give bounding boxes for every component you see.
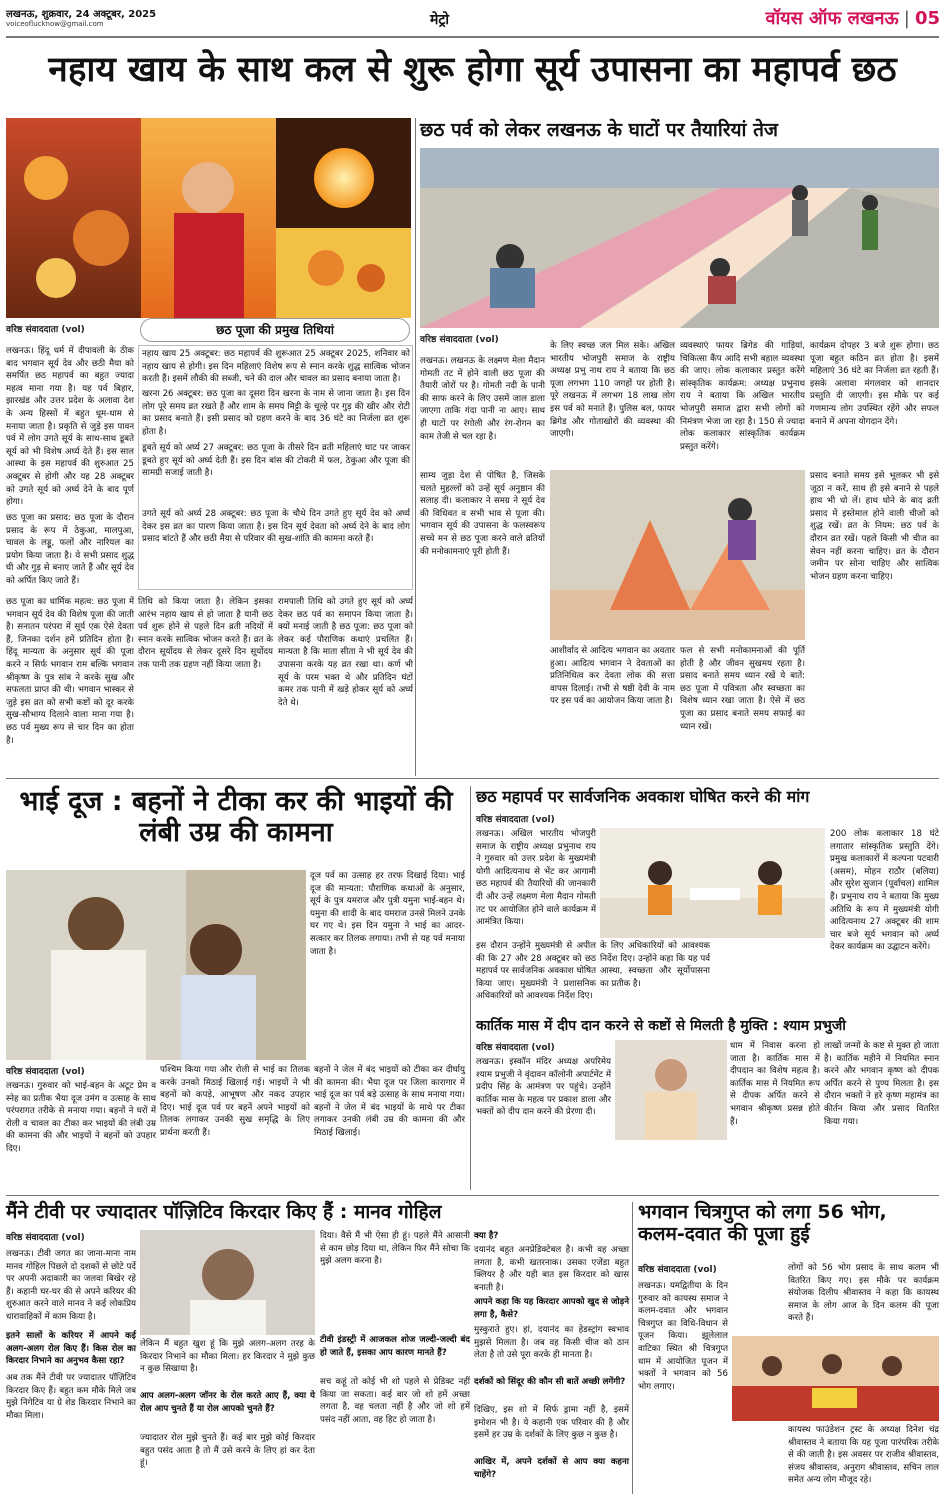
bhaidooj-col2: पश्चिम किया गया और रोली से भाई का तिलक करके उनको मिठाई खिलाई गई। भाइयों ने भी बहनों को कपड़े, आभूषण और नकद उपहार दिए। भाई दूज पर्व पर बहनें अपने भाइयों को तिलक लगाकर उनकी सुख समृद्धि के लिए प्रार्थना करती हैं। [160,1065,310,1138]
chitragupt-col2: लोगों को 56 भोग प्रसाद के साथ कलम भी वितरित किए गए। इस मौके पर कार्यक्रम संयोजक दिलीप श्रीवास्तव ने कहा कि कायस्थ समाज के लोग आज के दिन कलम की पूजा करते हैं। [788,1263,939,1324]
holiday-col1: लखनऊ। अखिल भारतीय भोजपुरी समाज के राष्ट्रीय अध्यक्ष प्रभुनाथ राय ने गुरुवार को उत्तर प्रदेश के मुख्यमंत्री योगी आदित्यनाथ से भेंट कर आगामी छठ महापर्व की तैयारियों की जानकारी दी और उन्हें लक्ष्मण मेला मैदान गोमती तट पर आयोजित होने वाले कार्यक्रम में आमंत्रित किया। [476,829,596,928]
date-line: लखनऊ, शुक्रवार, 24 अक्टूबर, 2025 [6,9,157,20]
gohil-col3-b: दिया। वैसे मैं भी ऐसा ही हूं। पहले मैंने आसानी से काम छोड़ दिया था, लेकिन फिर मैंने सोचा कि मुझे अलग करना है। [320,1231,470,1267]
kartik-monk-photo [615,1040,727,1140]
column-rule-3 [632,1202,633,1494]
gohil-col2-b: ज्यादातर रोल मुझे चुनते हैं। कई बार मुझे कोई किरदार बहुत पसंद आता है तो मैं उसे करने के लिए हां कर देता हूं। [140,1433,315,1469]
ghat-byline: वरिष्ठ संवाददाता (vol) [420,335,499,345]
holiday-meeting-photo [600,828,825,938]
gohil-headline: मैंने टीवी पर ज्यादातर पॉज़िटिव किरदार किए हैं : मानव गोहिल [6,1201,442,1223]
ghat-col5: साम्य जुड़ा देश से पोषित है, जिसके चलते मुहल्लों को उन्हें सूर्य अनुष्ठान की सलाह दी। कलाकार ने समग्र ने सूर्य देव की विधिवत व सभी भाव से पूजा की। भगवान सूर्य की उपासना के फलस्वरूप सच्चे मन से छठ पूजा करने वाले व्रतियों की मनोकामनाएं पूरी होती हैं। [420,471,545,557]
gohil-col1-b: अब तक मैंने टीवी पर ज्यादातर पॉज़िटिव किरदार किए हैं। बहुत कम मौके मिले जब मुझे निगेटिव या ग्रे शेड किरदार निभाने का मौका मिला। [6,1373,136,1421]
ghat-col4: कार्यक्रम दोपहर 3 बजे शुरू होगा। छठ पूजा बहुत कठिन व्रत होता है। इसमें महिलाएं 36 घंटे का निर्जला व्रत रहती हैं। इसके अलावा मंगलवार को शानदार प्रस्तुति दी जाएगी। इस मौके पर कई गणमान्य लोग उपस्थित रहेंगे और सफल बनाने में अपना योगदान देंगे। [810,341,939,427]
kartik-col2: धाम में निवास करना हो जाता है। कार्तिक मास में दीपदान का विशेष महत्व है। कार्तिक मास में नियमित रूप से दीपक अर्पित करने से भगवान श्रीकृष्ण प्रसन्न होते हैं। [730,1041,820,1127]
chitragupt-headline: भगवान चित्रगुप्त को लगा 56 भोग, कलम-दवात की पूजा हुई [638,1201,887,1245]
gohil-q4: क्या है? [474,1231,499,1241]
ghat-col2: के लिए स्वच्छ जल मिल सके। अखिल भारतीय भोजपुरी समाज के राष्ट्रीय अध्यक्ष प्रभु नाथ राय ने बताया कि छठ पूजा लगभग 110 जगहों पर होती है। पूरे लखनऊ में लगभग 18 लाख लोग इस पर्व को मनाते हैं। पुलिस बल, फायर ब्रिगेड और गोताखोरों की व्यवस्था की जाएगी। [550,341,675,440]
lead-col1-mahatva: छठ पूजा का धार्मिक महत्व: छठ पूजा में भगवान सूर्य देव की विशेष पूजा की जाती है। सनातन परंपरा में सूर्य एक ऐसे देवता हैं, जिनका दर्शन हमें प्रतिदिन होता है। हिंदू मान्यता के अनुसार सूर्य की पूजा करने न सिर्फ भगवान राम बल्कि भगवान श्रीकृष्ण के पुत्र सांब ने करके सुख और सफलता प्राप्त की थी। भगवान भास्कर से जुड़े इस व्रत को सभी कष्टों को दूर करके सुख-सौभाग्य दिलाने वाला माना गया है। छठ पर्व मुख्य रूप से चार दिन का होता है। [6,597,134,746]
bhaidooj-byline: वरिष्ठ संवाददाता (vol) [6,1067,85,1077]
gohil-portrait [140,1230,315,1335]
gohil-col4-b: मुस्कुराते हुए। हां, दयानंद का हेडस्ट्रांग स्वभाव मुझसे मिलता है। जब वह किसी चीज को ठान लेता है तो उसे पूरा करके ही मानता है। [474,1325,629,1361]
column-rule-2 [470,786,471,1190]
lead-col1-prasad: छठ पूजा का प्रसाद: छठ पूजा के दौरान प्रसाद के रूप में ठेकुआ, मालपुआ, चावल के लड्डू, फलों और नारियल का प्रयोग किया जाता है। ये सभी प्रसाद शुद्ध घी और गुड़ से बनाए जाते हैं और सूर्य देव को अर्पित किए जाते हैं। [6,513,134,586]
chitragupt-col1: लखनऊ। यमद्वितीया के दिन गुरुवार को कायस्थ समाज ने कलम-दवात और भगवान चित्रगुप्त का विधि-विधान से पूजन किया। झूलेलाल वाटिका स्थित श्री चित्रगुप्त धाम में आयोजित पूजन में भक्तों ने भगवान को 56 भोग लगाए। [638,1281,728,1392]
gohil-col2: लेकिन मैं बहुत खुश हूं कि मुझे अलग-अलग तरह के किरदार निभाने का मौका मिला। हर किरदार ने मुझे कुछ न कुछ सिखाया है। [140,1339,315,1375]
masthead-date [6,6,206,28]
masthead-rule [6,36,939,38]
ghat-rangoli-photo [420,148,939,328]
lead-col3: तिथि को किया जाता है। लेकिन इसका आरंभ नहाय खाय से हो जाता है यानी छठ पर्व शुरू होने से पहले दिन व्रती नदियों में स्नान करके सात्विक भोजन करते हैं। व्रत के दौरान सूर्योदय से लेकर दूसरे दिन सूर्योदय तक पानी तक ग्रहण नहीं किया जाता है। [138,597,273,670]
holiday-byline: वरिष्ठ संवाददाता (vol) [476,815,555,825]
kartik-col3: लाखों जन्मों के कष्ट से मुक्त हो जाता है। कार्तिक महीने में नियमित स्नान करने और भगवान कृष्ण को दीपक अर्पित करने से पुण्य मिलता है। इस दौरान भक्तों ने हरे कृष्ण महामंत्र का कीर्तन किया और प्रसाद वितरित किया गया। [824,1041,939,1127]
holiday-col4: 200 लोक कलाकार 18 घंटे लगातार सांस्कृतिक प्रस्तुति देंगे। प्रमुख कलाकारों में कल्पना पटवारी (असम), मोहन राठौर (बलिया) और सुरेश सुजान (पूर्वांचल) शामिल हैं। प्रभुनाथ राय ने बताया कि मुख्य अतिथि के रूप में मुख्यमंत्री योगी आदित्यनाथ 27 अक्टूबर की शाम चार बजे सूर्य भगवान को अर्घ्य देकर कार्यक्रम का उद्घाटन करेंगे। [830,829,939,953]
bhaidooj-col4: बहनों ने जेल में बंद भाइयों को टीका कर दीर्घायु की कामना की। भैया दूज पर जिला कारागार में भाई दूज का पर्व बड़े उत्साह के साथ मनाया गया। बहनों ने जेल में बंद भाइयों के माथे पर टीका लगाकर उनकी लंबी उम्र की कामना की और मिठाई खिलाई। [314,1065,465,1138]
section-rule-2 [6,1195,939,1196]
section-rule-1 [6,778,939,779]
gohil-q5: आपने कहा कि यह किरदार आपको खुद से जोड़ने लगा है, कैसे? [474,1297,629,1320]
chitragupt-byline: वरिष्ठ संवाददाता (vol) [638,1265,717,1275]
gohil-q2: आप अलग-अलग जॉनर के रोल करते आए हैं, क्या ये रोल आप चुनते हैं या रोल आपको चुनते हैं? [140,1391,315,1414]
paper-name-block: वॉयस ऑफ लखनऊ | 05 [765,8,940,29]
bhaidooj-headline: भाई दूज : बहनों ने टीका कर की भाइयों की लंबी उम्र की कामना [19,786,453,849]
bhaidooj-photo [6,870,306,1060]
tithi-dubte-surya: डूबते सूर्य को अर्घ्य 27 अक्टूबर: छठ पूजा के तीसरे दिन व्रती महिलाएं घाट पर जाकर डूबते हुए सूर्य को अर्घ्य देती हैं। इस दिन बांस की टोकरी में फल, ठेकुआ और पूजा की सामग्री सजाई जाती है। [142,443,410,479]
gohil-q6: दर्शकों को सिंदूर की कौन सी बातें अच्छी लगेंगी? [474,1377,626,1387]
section-label: मेट्रो [430,12,450,28]
column-rule [415,118,416,776]
tithi-ugte-surya: उगते सूर्य को अर्घ्य 28 अक्टूबर: छठ पूजा के चौथे दिन उगते हुए सूर्य देव को अर्घ्य देकर इस व्रत का पारण किया जाता है। इस दिन सूर्य देवता को अर्घ्य देने के बाद लोग प्रसाद बांटते हैं और छठी मैया से परिवार की सुख-शांति की कामना करते हैं। [142,509,410,545]
gohil-q3: टीवी इंडस्ट्री में आजकल शोज जल्दी-जल्दी बंद हो जाते हैं, इसका आप कारण मानते हैं? [320,1335,470,1358]
page-number: 05 [914,8,940,29]
tithi-kharna: खरना 26 अक्टूबर: छठ पूजा का दूसरा दिन खरना के नाम से जाना जाता है। इस दिन लोग पूरे समय व्रत रखते हैं और शाम के समय मिट्टी के चूल्हे पर गुड़ की खीर और रोटी का प्रसाद बनाते हैं। इसी प्रसाद को ग्रहण करने के बाद 36 घंटे का निर्जला व्रत शुरू होता है। [142,389,410,437]
tithi-box-title: छठ पूजा की प्रमुख तिथियां [140,318,410,342]
kartik-col1: लखनऊ। इस्कॉन मंदिर अध्यक्ष अपरिमेय श्याम प्रभुजी ने वृंदावन कॉलोनी अपार्टमेंट में प्रदीप सिंह के आमंत्रण पर पहुंचे। उन्होंने कार्तिक मास के महत्व पर प्रकाश डाला और भक्तों को दीप दान करने की प्रेरणा दी। [476,1057,611,1118]
ghat-col8: फल से सभी मनोकामनाओं की पूर्ति होती है और जीवन सुखमय रहता है। प्रसाद बनाते समय ध्यान रखें ये बातें: छठ पूजा में पवित्रता और स्वच्छता का विशेष ध्यान रखा जाता है। ऐसे में छठ पूजा का प्रसाद बनाते समय सफाई का ध्यान रखें। [680,646,805,732]
gohil-q7: आखिर में, अपने दर्शकों से आप क्या कहना चाहेंगे? [474,1457,629,1480]
kartik-byline: वरिष्ठ संवाददाता (vol) [476,1043,555,1053]
ghat-col6: प्रसाद बनाते समय इसे भूलकर भी इसे जूठा न करें, साथ ही इसे बनाने से पहले हाथ भी धो लें। हाथ धोने के बाद व्रती प्रसाद में इस्तेमाल होने वाली चीजों को शुद्ध रखें। व्रत के नियम: छठ पर्व के दौरान व्रत रखें। पहले किसी भी चीज का सेवन नहीं करना चाहिए। व्रत के दौरान जमीन पर सोना चाहिए और सात्विक भोजन ग्रहण करना चाहिए। [810,471,939,582]
holiday-col3: के लिए अधिकारियों को आवश्यक निर्देश दिए। उन्होंने कहा कि यह पर्व आस्था, स्वच्छता और सूर्योपासना का प्रतीक है। [600,941,710,989]
chhath-photo-collage [6,118,411,318]
bhaidooj-col3: दूज पर्व का उत्साह हर तरफ दिखाई दिया। भाई दूज की मान्यता: पौराणिक कथाओं के अनुसार, सूर्य के पुत्र यमराज और पुत्री यमुना भाई-बहन थे। यमुना की शादी के बाद यमराज उनसे मिलने उनके घर गए थे। इस दिन यमुना ने भाई का आदर-सत्कार कर तिलक लगाया। तभी से यह पर्व मनाया जाता है। [310,871,465,957]
gohil-byline: वरिष्ठ संवाददाता (vol) [6,1233,85,1243]
gohil-col4: दयानंद बहुत अनप्रेडिक्टेबल है। कभी वह अच्छा लगता है, कभी खतरनाक। उसका एजेंडा बहुत क्लियर है और यही बात इस किरदार को खास बनाती है। [474,1245,629,1293]
tithi-nahay-khay: नहाय खाय 25 अक्टूबर: छठ महापर्व की शुरूआत 25 अक्टूबर 2025, शनिवार को नहाय खाय से होगी। इस दिन महिलाएं विशेष रूप से स्नान करके शुद्ध सात्विक भोजन करती हैं। इसमें लौकी की सब्जी, चने की दाल और चावल का प्रसाद बनाया जाता है। [142,349,410,385]
ghat-col7: आशीर्वाद से आदित्य भगवान का अवतार हुआ। आदित्य भगवान ने देवताओं का प्रतिनिधित्व कर देवता लोक की सत्ता वापस दिलाई। तभी से षष्ठी देवी के नाम पर इस पर्व का आयोजन किया जाता है। [550,646,675,707]
ghat-headline: छठ पर्व को लेकर लखनऊ के घाटों पर तैयारियां तेज [420,119,779,141]
paper-name: वॉयस ऑफ लखनऊ [765,8,899,29]
kartik-headline: कार्तिक मास में दीप दान करने से कष्टों से मिलती है मुक्ति : श्याम प्रभुजी [476,1018,846,1034]
gohil-col4-c: दिखिए, इस शो में सिर्फ ड्रामा नहीं है, इसमें इमोशन भी है। ये कहानी एक परिवार की है और इसमें हर उम्र के दर्शकों के लिए कुछ न कुछ है। [474,1405,629,1441]
gohil-col3-c: सच कहूं तो कोई भी शो पहले से प्रेडिक्ट नहीं किया जा सकता। कई बार जो शो हमें अच्छा लगता है, वह चलता नहीं है और जो शो हमें पसंद नहीं आता, वह हिट हो जाता है। [320,1377,470,1425]
gohil-col1: लखनऊ। टीवी जगत का जाना-माना नाम मानव गोहिल पिछले दो दशकों से छोटे पर्दे पर अपनी अदाकारी का जलवा बिखेर रहे हैं। कहानी घर-घर की से अपने करियर की शुरुआत करने वाले मानव ने कई लोकप्रिय धारावाहिकों में काम किया है। [6,1249,136,1322]
email: voiceoflucknow@gmail.com [6,20,104,28]
lead-byline: वरिष्ठ संवाददाता (vol) [6,325,85,335]
bhaidooj-col1: लखनऊ। गुरुवार को भाई-बहन के अटूट प्रेम व स्नेह का प्रतीक भैया दूज उमंग व उत्साह के साथ परंपरागत तरीके से मनाया गया। बहनों ने घरों में रोली व चावल का टीका कर भाइयों की लंबी उम्र की कामना की और भाइयों ने बहनों को उपहार दिए। [6,1081,156,1154]
ghat-col1: लखनऊ। लखनऊ के लक्ष्मण मेला मैदान गोमती तट में होने वाली छठ पूजा की तैयारी जोरों पर है। गोमती नदी के पानी की साफ करने के लिए उसमें जाल डाला जाएगा ताकि गंदा पानी ना आए। साथ ही घाटों पर रंगोली और रंग-रोगन का काम तेजी से चल रहा है। [420,356,545,442]
ghat-vedi-photo [550,470,805,640]
lead-col4: रामपाली तिथि को उगते हुए सूर्य को अर्घ्य देकर छठ पर्व का समापन किया जाता है। क्यों मनाई जाती है छठ पूजा: छठ पूजा को लेकर कई पौराणिक कथाएं प्रचलित हैं। मान्यता है कि माता सीता ने भी सूर्य देव की उपासना करके यह व्रत रखा था। कर्ण भी सूर्य के परम भक्त थे और प्रतिदिन घंटों कमर तक पानी में खड़े होकर सूर्य को अर्घ्य देते थे। [278,597,413,708]
holiday-col2: इस दौरान उन्होंने मुख्यमंत्री से अपील की कि 27 और 28 अक्टूबर को छठ महापर्व पर सार्वजनिक अवकाश घोषित किया जाए। मुख्यमंत्री ने प्रशासनिक अधिकारियों को आवश्यक निर्देश दिए। [476,941,596,1002]
chitragupt-col3: कायस्थ फाउंडेशन ट्रस्ट के अध्यक्ष दिनेश चंद्र श्रीवास्तव ने बताया कि यह पूजा पारंपरिक तरीके से की जाती है। इस अवसर पर राजीव श्रीवास्तव, संजय श्रीवास्तव, अनुराग श्रीवास्तव, सचिन लाल समेत अन्य लोग मौजूद रहे। [788,1425,939,1486]
lead-col1: लखनऊ। हिंदू धर्म में दीपावली के ठीक बाद भगवान सूर्य देव और छठी मैया को समर्पित छठ महापर्व का बहुत ज्यादा महत्व माना गया है। यह पर्व बिहार, झारखंड और उत्तर प्रदेश के अलावा देश के अन्य हिस्सों में बहुत धूम-धाम से मनाया जाता है। प्रकृति से जुड़े इस पावन पर्व में लोग उगते सूर्य के साथ-साथ डूबते सूर्य को भी विशेष अर्घ्य देते हैं। इस साल आस्था के इस महापर्व की शुरुआत 25 अक्टूबर से होगी और यह 28 अक्टूबर को उगते सूर्य को अर्घ्य देने के बाद पूर्ण होगा। [6,346,134,508]
lead-headline: नहाय खाय के साथ कल से शुरू होगा सूर्य उपासना का महापर्व छठ [48,50,897,90]
ghat-col3: व्यवस्थाएं फायर ब्रिगेड की गाड़ियां, चिकित्सा कैंप आदि सभी बहाल व्यवस्था की जाए। लोक कलाकार प्रस्तुत करेंगे सांस्कृतिक कार्यक्रम: अध्यक्ष प्रभुनाथ राय ने बताया कि अखिल भारतीय भोजपुरी समाज द्वारा सभी लोगों को निमंत्रण भेजा जा रहा है। 150 से ज्यादा लोक कलाकार सांस्कृतिक कार्यक्रम प्रस्तुत करेंगे। [680,341,805,452]
gohil-q1: इतने सालों के करियर में आपने कई अलग-अलग रोल किए हैं। किस रोल का किरदार निभाने का अनुभव कैसा रहा? [6,1331,136,1367]
holiday-headline: छठ महापर्व पर सार्वजनिक अवकाश घोषित करने की मांग [476,787,810,806]
chitragupt-puja-photo [732,1336,939,1421]
